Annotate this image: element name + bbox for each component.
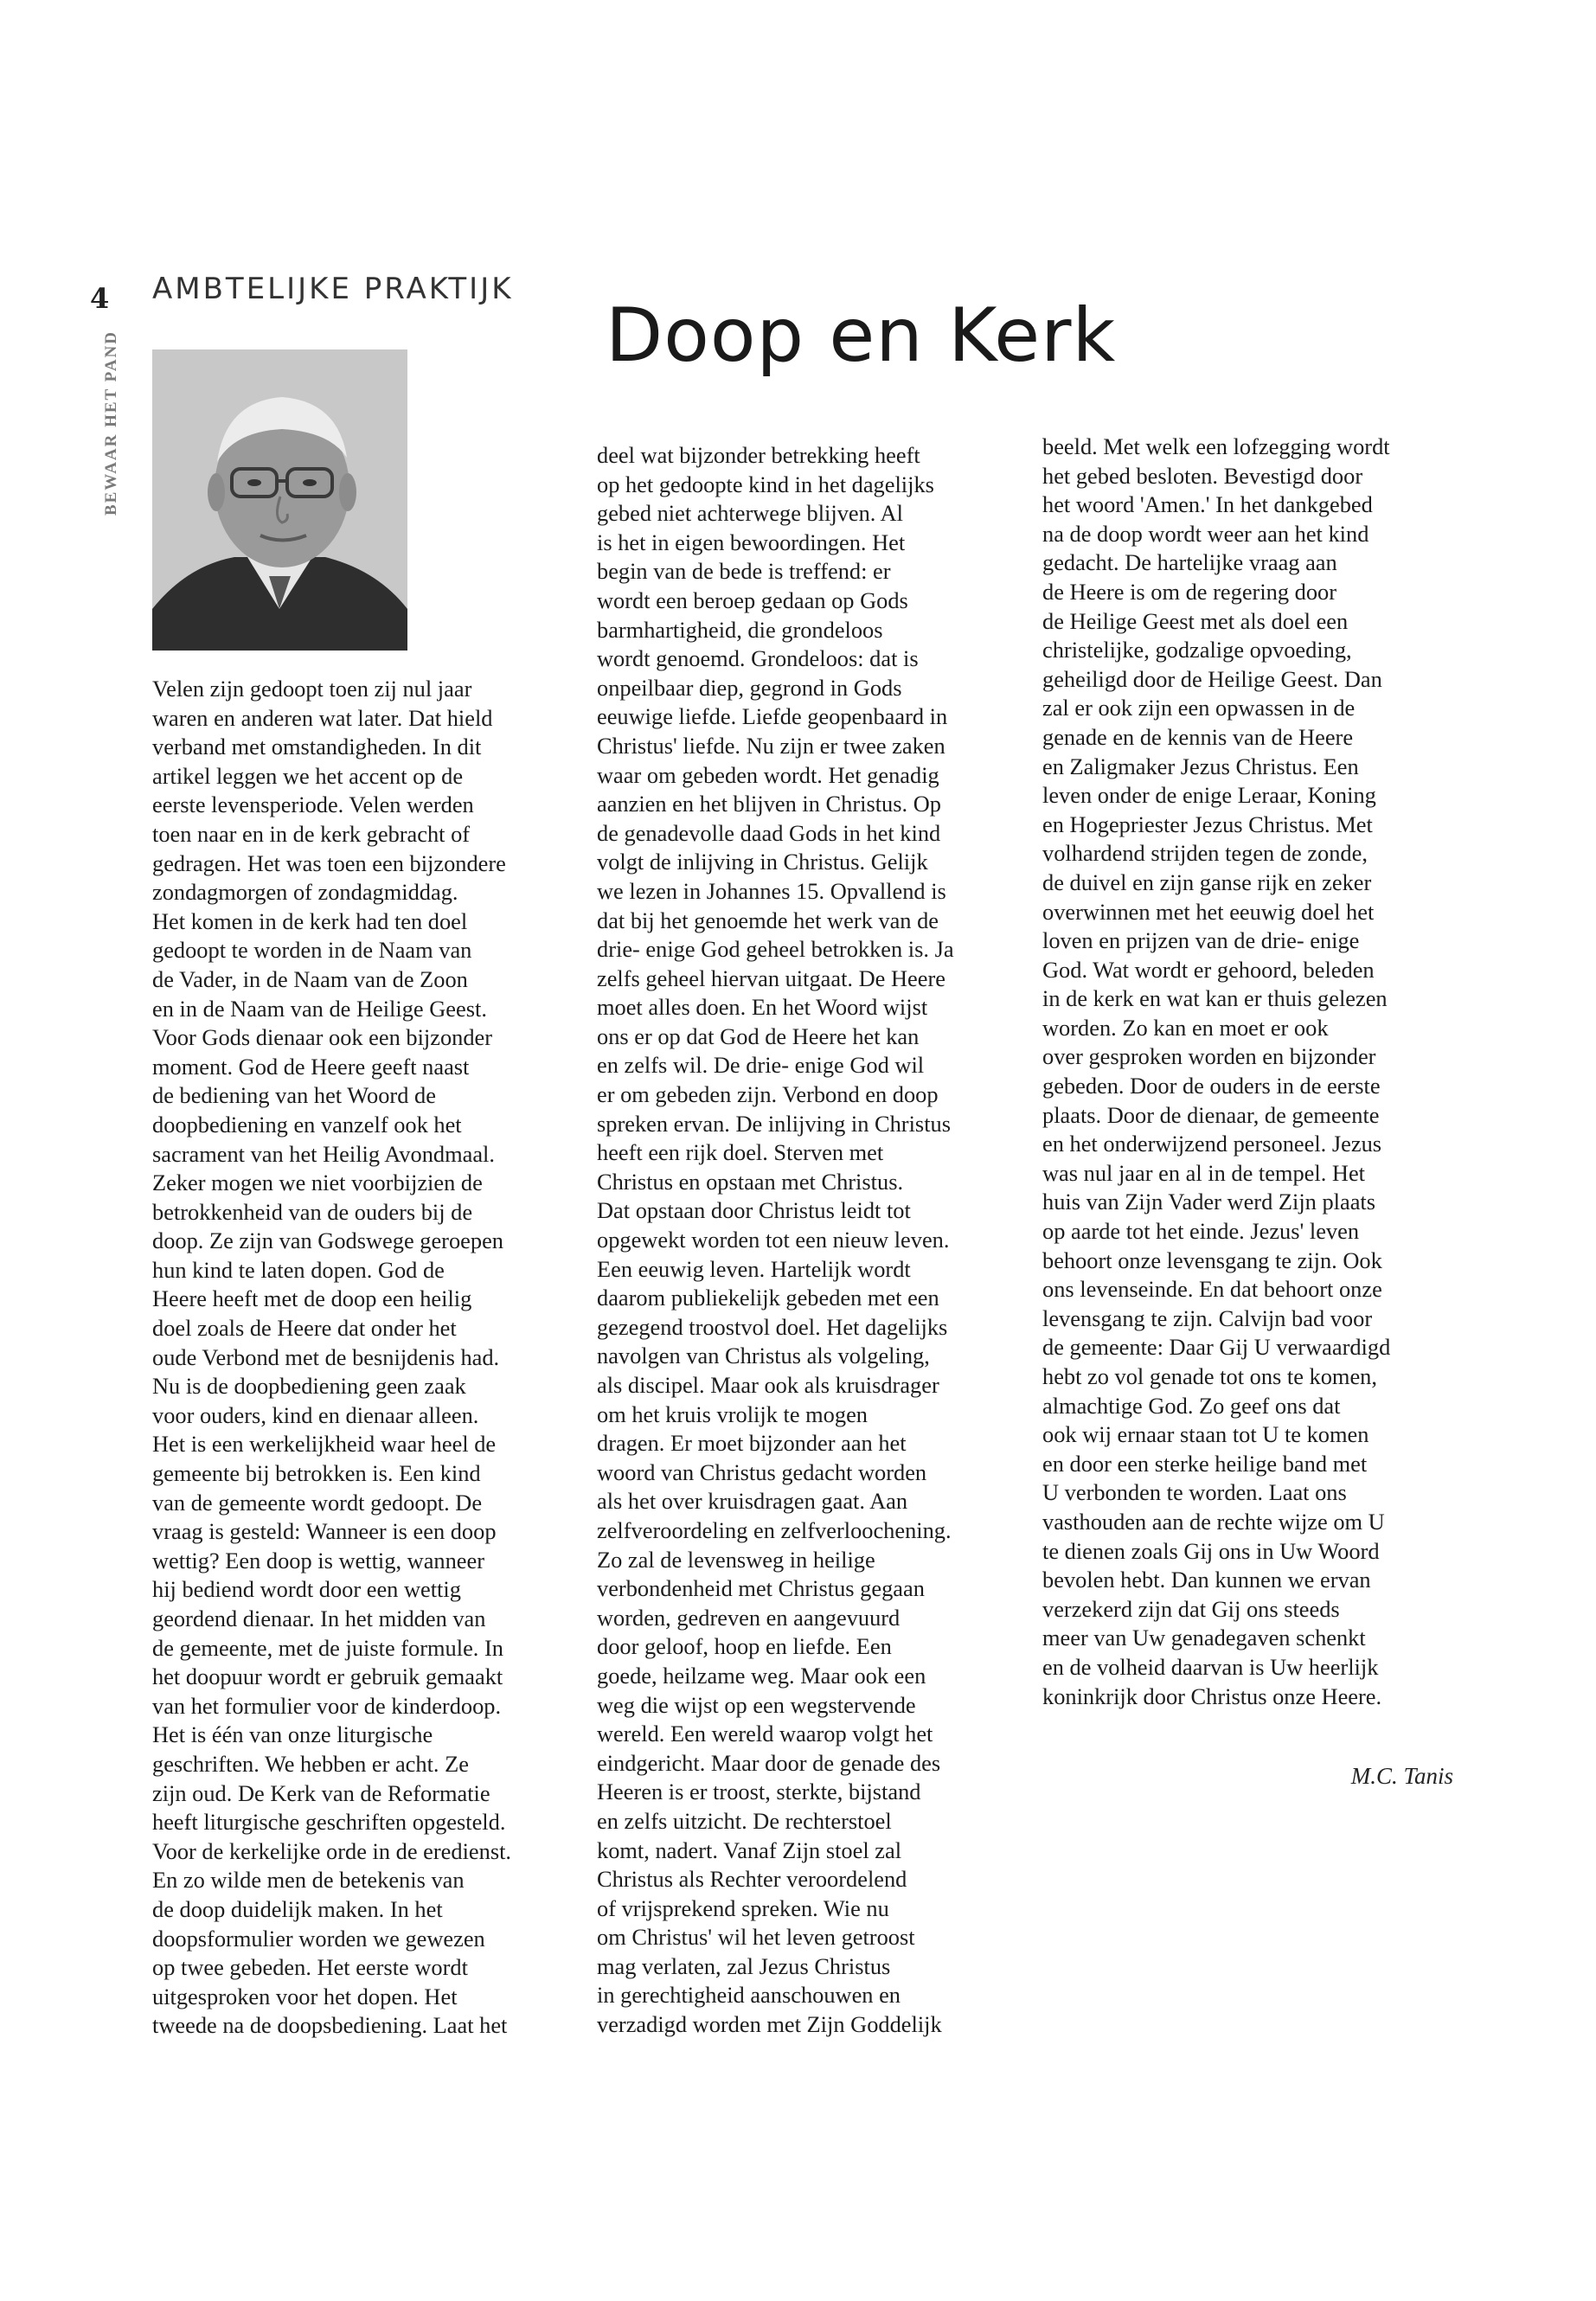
text-line: meer van Uw genadegaven schenkt <box>1042 1625 1366 1651</box>
text-line: doopbediening en vanzelf ook het <box>152 1111 462 1138</box>
text-line: de Vader, in de Naam van de Zoon <box>152 965 468 992</box>
text-line: op twee gebeden. Het eerste wordt <box>152 1954 468 1981</box>
text-line: en Zaligmaker Jezus Christus. Een <box>1042 753 1359 779</box>
article-title: Doop en Kerk <box>606 292 1117 379</box>
text-line: Zo zal de levensweg in heilige <box>597 1546 875 1573</box>
text-line: Christus als Rechter veroordelend <box>597 1866 907 1893</box>
text-line: zondagmorgen of zondagmiddag. <box>152 879 458 906</box>
text-line: behoort onze levensgang te zijn. Ook <box>1042 1247 1382 1273</box>
text-line: verband met omstandigheden. In dit <box>152 734 482 760</box>
text-line: we lezen in Johannes 15. Opvallend is <box>597 877 946 904</box>
text-line: geordend dienaar. In het midden van <box>152 1606 486 1631</box>
text-line: waren en anderen wat later. Dat hield <box>152 704 493 731</box>
text-line: de duivel en zijn ganse rijk en zeker <box>1042 868 1372 895</box>
text-line: Een eeuwig leven. Hartelijk wordt <box>597 1255 911 1282</box>
text-line: Het is een werkelijkheid waar heel de <box>152 1431 497 1458</box>
text-line: heeft liturgische geschriften opgesteld. <box>152 1809 506 1836</box>
text-line: daarom publiekelijk gebeden met een <box>597 1285 939 1311</box>
text-line: Zeker mogen we niet voorbijzien de <box>152 1170 483 1196</box>
text-line: eerste levensperiode. Velen werden <box>152 792 474 818</box>
text-line: wordt een beroep gedaan op Gods <box>597 586 908 613</box>
text-line: christelijke, godzalige opvoeding, <box>1042 637 1352 663</box>
column-1 <box>152 675 602 2041</box>
text-line: de gemeente, met de juiste formule. In <box>152 1634 503 1661</box>
text-line: in gerechtigheid aanschouwen en <box>597 1982 901 2009</box>
text-line: onpeilbaar diep, gegrond in Gods <box>597 674 902 701</box>
text-line: gedragen. Het was toen een bijzondere <box>152 849 506 876</box>
text-line: tweede na de doopsbediening. Laat het <box>152 2012 508 2039</box>
text-line: Het is één van onze liturgische <box>152 1721 433 1748</box>
text-line: Voor Gods dienaar ook een bijzonder <box>152 1024 493 1051</box>
text-line: waar om gebeden wordt. Het genadig <box>597 761 939 788</box>
text-line: genade en de kennis van de Heere <box>1042 723 1354 750</box>
text-line: om Christus' wil het leven getroost <box>597 1924 915 1951</box>
column-3 <box>1042 433 1492 1711</box>
text-line: en in de Naam van de Heilige Geest. <box>152 995 487 1022</box>
text-line: als het over kruisdragen gaat. Aan <box>597 1488 908 1515</box>
text-line: drie- enige God geheel betrokken is. Ja <box>597 936 954 963</box>
text-line: van het formulier voor de kinderdoop. <box>152 1692 502 1719</box>
text-line: zal er ook zijn een opwassen in de <box>1042 695 1356 721</box>
text-line: levensgang te zijn. Calvijn bad voor <box>1042 1304 1373 1331</box>
text-line: Christus' liefde. Nu zijn er twee zaken <box>597 732 945 759</box>
text-line: voor ouders, kind en dienaar alleen. <box>152 1401 479 1428</box>
text-line: Velen zijn gedoopt toen zij nul jaar <box>152 676 472 702</box>
text-line: vraag is gesteld: Wanneer is een doop <box>152 1518 497 1545</box>
text-line: sacrament van het Heilig Avondmaal. <box>152 1140 495 1167</box>
text-line: En zo wilde men de betekenis van <box>152 1867 465 1894</box>
side-label: BEWAAR HET PAND <box>102 330 120 516</box>
text-line: na de doop wordt weer aan het kind <box>1042 520 1369 547</box>
text-line: artikel leggen we het accent op de <box>152 762 464 789</box>
text-line: komt, nadert. Vanaf Zijn stoel zal <box>597 1836 902 1863</box>
column-2 <box>597 441 1047 2040</box>
text-line: volhardend strijden tegen de zonde, <box>1042 840 1368 867</box>
text-line: gebed niet achterwege blijven. Al <box>597 500 903 527</box>
text-line: begin van de bede is treffend: er <box>597 558 891 585</box>
text-line: is het in eigen bewoordingen. Het <box>597 529 906 555</box>
text-line: loven en prijzen van de drie- enige <box>1042 927 1360 954</box>
text-line: oude Verbond met de besnijdenis had. <box>152 1343 500 1370</box>
text-line: zijn oud. De Kerk van de Reformatie <box>152 1779 490 1806</box>
text-line: opgewekt worden tot een nieuw leven. <box>597 1227 950 1253</box>
text-line: geschriften. We hebben er acht. Ze <box>152 1750 469 1777</box>
text-line: worden, gedreven en aangevuurd <box>597 1604 901 1631</box>
text-line: dragen. Er moet bijzonder aan het <box>597 1430 907 1457</box>
text-line: geheiligd door de Heilige Geest. Dan <box>1042 665 1382 692</box>
text-line: of vrijsprekend spreken. Wie nu <box>597 1894 889 1921</box>
text-line: navolgen van Christus als volgeling, <box>597 1343 930 1369</box>
text-line: het doopuur wordt er gebruik gemaakt <box>152 1663 503 1690</box>
text-line: wordt genoemd. Grondeloos: dat is <box>597 645 919 672</box>
text-line: de gemeente: Daar Gij U verwaardigd <box>1042 1334 1391 1361</box>
text-line: volgt de inlijving in Christus. Gelijk <box>597 849 928 875</box>
text-line: en door een sterke heilige band met <box>1042 1450 1368 1477</box>
text-line: zelfveroordeling en zelfverloochening. <box>597 1516 952 1543</box>
text-line: almachtige God. Zo geef ons dat <box>1042 1392 1341 1419</box>
text-line: uitgesproken voor het dopen. Het <box>152 1983 458 2009</box>
text-line: en het onderwijzend personeel. Jezus <box>1042 1131 1382 1157</box>
text-line: plaats. Door de dienaar, de gemeente <box>1042 1101 1380 1128</box>
text-line: bevolen hebt. Dan kunnen we ervan <box>1042 1567 1371 1593</box>
portrait-illustration <box>152 349 407 651</box>
text-line: wereld. Een wereld waarop volgt het <box>597 1721 933 1747</box>
text-line: en Hogepriester Jezus Christus. Met <box>1042 811 1373 837</box>
text-line: was nul jaar en al in de tempel. Het <box>1042 1159 1365 1186</box>
text-line: gezegend troostvol doel. Het dagelijks <box>597 1313 948 1340</box>
text-line: toen naar en in de kerk gebracht of <box>152 820 471 847</box>
text-line: ons levenseinde. En dat behoort onze <box>1042 1276 1382 1303</box>
text-line: er om gebeden zijn. Verbond en doop <box>597 1081 939 1108</box>
text-line: heeft een rijk doel. Sterven met <box>597 1139 884 1166</box>
text-line: gedoopt te worden in de Naam van <box>152 937 472 964</box>
page-number: 4 <box>90 282 110 315</box>
text-line: zelfs geheel hiervan uitgaat. De Heere <box>597 965 945 991</box>
text-line: Dat opstaan door Christus leidt tot <box>597 1197 911 1224</box>
text-line: deel wat bijzonder betrekking heeft <box>597 442 920 468</box>
text-line: beeld. Met welk een lofzegging wordt <box>1042 433 1390 459</box>
text-line: dat bij het genoemde het werk van de <box>597 907 939 933</box>
text-line: Heeren is er troost, sterkte, bijstand <box>597 1779 921 1805</box>
text-line: moet alles doen. En het Woord wijst <box>597 994 928 1021</box>
section-label: AMBTELIJKE PRAKTIJK <box>152 272 514 306</box>
text-line: overwinnen met het eeuwig doel het <box>1042 898 1375 925</box>
text-line: op het gedoopte kind in het dagelijks <box>597 471 934 497</box>
text-line: gebeden. Door de ouders in de eerste <box>1042 1073 1381 1099</box>
author-signature: M.C. Tanis <box>1350 1763 1453 1789</box>
text-line: gedacht. De hartelijke vraag aan <box>1042 549 1337 576</box>
text-line: als discipel. Maar ook als kruisdrager <box>597 1372 939 1398</box>
text-line: mag verlaten, zal Jezus Christus <box>597 1952 891 1979</box>
text-line: koninkrijk door Christus onze Heere. <box>1042 1682 1382 1709</box>
text-line: wettig? Een doop is wettig, wanneer <box>152 1547 485 1574</box>
text-line: van de gemeente wordt gedoopt. De <box>152 1489 483 1516</box>
text-line: de genadevolle daad Gods in het kind <box>597 819 941 846</box>
text-line: de doop duidelijk maken. In het <box>152 1895 443 1922</box>
text-line: doel zoals de Heere dat onder het <box>152 1315 457 1342</box>
text-line: door geloof, hoop en liefde. Een <box>597 1633 892 1660</box>
text-line: huis van Zijn Vader werd Zijn plaats <box>1042 1189 1376 1215</box>
text-line: Het komen in de kerk had ten doel <box>152 907 468 934</box>
text-line: doopsformulier worden we gewezen <box>152 1925 485 1952</box>
text-line: in de kerk en wat kan er thuis gelezen <box>1042 985 1388 1012</box>
text-line: Christus en opstaan met Christus. <box>597 1168 904 1195</box>
text-line: worden. Zo kan en moet er ook <box>1042 1014 1329 1041</box>
text-line: goede, heilzame weg. Maar ook een <box>597 1662 926 1689</box>
text-line: ons er op dat God de Heere het kan <box>597 1022 920 1049</box>
text-line: hun kind te laten dopen. God de <box>152 1256 445 1283</box>
text-line: woord van Christus gedacht worden <box>597 1458 927 1485</box>
text-line: ook wij ernaar staan tot U te komen <box>1042 1421 1369 1448</box>
text-line: weg die wijst op een wegstervende <box>597 1691 916 1718</box>
text-line: U verbonden te worden. Laat ons <box>1042 1479 1347 1506</box>
text-line: het woord 'Amen.' In het dankgebed <box>1042 491 1373 518</box>
text-line: Voor de kerkelijke orde in de eredienst. <box>152 1837 512 1864</box>
text-line: barmhartigheid, die grondeloos <box>597 616 883 643</box>
text-line: op aarde tot het einde. Jezus' leven <box>1042 1218 1360 1245</box>
text-line: om het kruis vrolijk te mogen <box>597 1400 868 1427</box>
text-line: leven onder de enige Leraar, Koning <box>1042 782 1376 809</box>
text-line: doop. Ze zijn van Godswege geroepen <box>152 1227 503 1254</box>
text-line: verbondenheid met Christus gegaan <box>597 1575 925 1602</box>
text-line: Heere heeft met de doop een heilig <box>152 1285 472 1312</box>
text-line: eeuwige liefde. Liefde geopenbaard in <box>597 703 948 730</box>
text-line: eindgericht. Maar door de genade des <box>597 1749 941 1776</box>
text-line: het gebed besloten. Bevestigd door <box>1042 462 1363 489</box>
text-line: God. Wat wordt er gehoord, beleden <box>1042 956 1375 983</box>
text-line: en zelfs uitzicht. De rechterstoel <box>597 1807 892 1834</box>
text-line: de bediening van het Woord de <box>152 1082 436 1109</box>
text-line: vasthouden aan de rechte wijze om U <box>1042 1508 1385 1535</box>
text-line: de Heilige Geest met als doel een <box>1042 607 1349 634</box>
text-line: betrokkenheid van de ouders bij de <box>152 1198 473 1225</box>
text-line: te dienen zoals Gij ons in Uw Woord <box>1042 1537 1380 1564</box>
text-line: en de volheid daarvan is Uw heerlijk <box>1042 1653 1379 1680</box>
text-line: verzadigd worden met Zijn Goddelijk <box>597 2011 942 2038</box>
text-line: gemeente bij betrokken is. Een kind <box>152 1460 481 1487</box>
author-photo <box>152 349 407 651</box>
text-line: spreken ervan. De inlijving in Christus <box>597 1110 951 1137</box>
text-line: over gesproken worden en bijzonder <box>1042 1043 1376 1070</box>
text-line: aanzien en het blijven in Christus. Op <box>597 791 941 817</box>
text-line: hebt zo vol genade tot ons te komen, <box>1042 1363 1377 1389</box>
text-line: Nu is de doopbediening geen zaak <box>152 1373 466 1400</box>
text-line: verzekerd zijn dat Gij ons steeds <box>1042 1595 1340 1622</box>
text-line: moment. God de Heere geeft naast <box>152 1053 470 1080</box>
text-line: hij bediend wordt door een wettig <box>152 1576 461 1603</box>
text-line: en zelfs wil. De drie- enige God wil <box>597 1052 925 1079</box>
text-line: de Heere is om de regering door <box>1042 578 1337 605</box>
